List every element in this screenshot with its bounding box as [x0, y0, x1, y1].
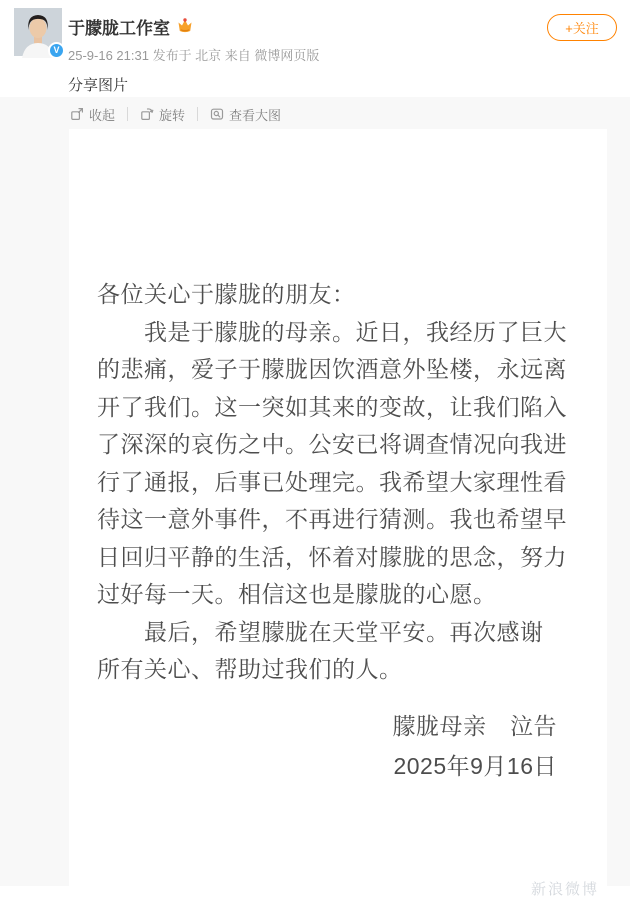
- letter-line: 行了通报，后事已处理完。我希望大家理性看: [97, 468, 567, 495]
- follow-button[interactable]: +关注: [547, 14, 617, 41]
- view-large-icon: [210, 107, 224, 121]
- letter-signature: 朦胧母亲 泣告: [392, 712, 557, 739]
- weibo-watermark: 新浪微博: [530, 881, 599, 898]
- letter-date: 2025年9月16日: [393, 752, 557, 779]
- collapse-button[interactable]: [70, 105, 115, 124]
- letter-body: [69, 129, 607, 689]
- shared-image[interactable]: [69, 129, 607, 898]
- letter-line: 了深深的哀伤之中。公安已将调查情况向我进: [97, 431, 567, 457]
- letter-signature-block: [69, 706, 607, 786]
- toolbar-divider: [127, 107, 128, 121]
- post-header: [0, 0, 630, 97]
- post-text: 分享图片: [68, 77, 129, 94]
- letter-line: 我是于朦胧的母亲。近日，我经历了巨大: [97, 318, 567, 345]
- collapse-label: 收起: [89, 107, 116, 123]
- letter-line: 所有关心、帮助过我们的人。: [97, 656, 403, 682]
- view-large-button[interactable]: [210, 105, 281, 124]
- letter-line: 最后，希望朦胧在天堂平安。再次感谢: [97, 618, 544, 645]
- image-viewer-area: [0, 97, 630, 898]
- user-avatar[interactable]: [14, 8, 62, 56]
- view-large-label: 查看大图: [229, 107, 282, 123]
- toolbar-divider: [197, 107, 198, 121]
- vip-crown-icon: [176, 17, 194, 35]
- username[interactable]: 于朦胧工作室: [68, 18, 170, 38]
- rotate-icon: [140, 107, 154, 121]
- letter-line: 开了我们。这一突如其来的变故，让我们陷入: [97, 393, 567, 420]
- letter-line: 日回归平静的生活，怀着对朦胧的思念，努力: [97, 543, 567, 570]
- rotate-label: 旋转: [159, 107, 186, 123]
- verified-v-icon: V: [48, 42, 65, 59]
- letter-line: 的悲痛，爱子于朦胧因饮酒意外坠楼，永远离: [97, 356, 567, 382]
- letter-line: 各位关心于朦胧的朋友：: [97, 281, 356, 307]
- post-timestamp: 25-9-16 21:31 发布于 北京 来自 微博网页版: [68, 48, 320, 63]
- collapse-icon: [70, 107, 84, 121]
- letter-line: 待这一意外事件，不再进行猜测。我也希望早: [97, 506, 567, 532]
- rotate-button[interactable]: [140, 105, 185, 124]
- image-toolbar: [70, 104, 281, 124]
- letter-line: 过好每一天。相信这也是朦胧的心愿。: [97, 581, 497, 607]
